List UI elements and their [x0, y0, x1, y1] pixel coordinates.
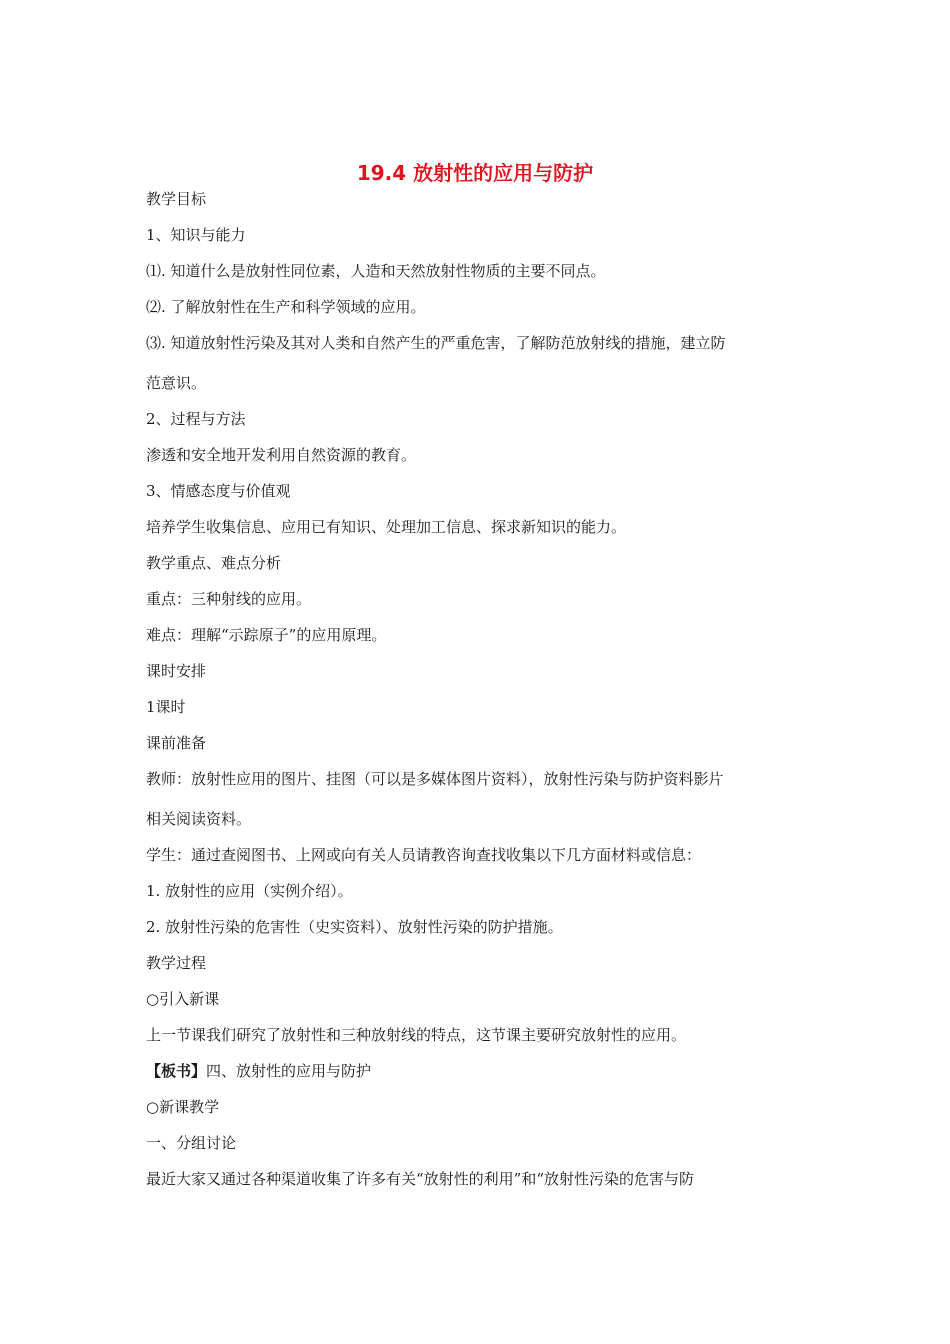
heading-schedule: 课时安排: [146, 662, 207, 680]
goal-item-2: ⑵. 了解放射性在生产和科学领域的应用。: [146, 298, 426, 316]
new-lesson-heading: ○新课教学: [146, 1098, 220, 1116]
attitude-text: 培养学生收集信息、应用已有知识、处理加工信息、探求新知识的能力。: [146, 518, 627, 536]
subheading-attitude: 3、情感态度与价值观: [146, 482, 291, 500]
board-text: 四、放射性的应用与防护: [206, 1062, 372, 1080]
difficult-point: 难点：理解“示踪原子”的应用原理。: [146, 626, 387, 644]
process-text: 渗透和安全地开发利用自然资源的教育。: [146, 446, 417, 464]
intro-heading: ○引入新课: [146, 990, 220, 1008]
goal-item-1: ⑴. 知道什么是放射性同位素，人造和天然放射性物质的主要不同点。: [146, 262, 606, 280]
schedule-text: 1课时: [146, 698, 186, 716]
document-title: 19.4 放射性的应用与防护: [356, 161, 594, 185]
goal-item-3: ⑶. 知道放射性污染及其对人类和自然产生的严重危害，了解防范放射线的措施，建立防: [146, 334, 726, 352]
discussion-text: 最近大家又通过各种渠道收集了许多有关“放射性的利用”和“放射性污染的危害与防: [146, 1170, 695, 1188]
heading-teaching-process: 教学过程: [146, 954, 207, 972]
student-item-2: 2. 放射性污染的危害性（史实资料）、放射性污染的防护措施。: [146, 918, 563, 936]
group-discussion-heading: 一、分组讨论: [146, 1134, 237, 1152]
subheading-process: 2、过程与方法: [146, 410, 246, 428]
student-preparation: 学生：通过查阅图书、上网或向有关人员请教咨询查找收集以下几方面材料或信息：: [146, 846, 702, 864]
heading-key-points: 教学重点、难点分析: [146, 554, 282, 572]
board-writing: [146, 1060, 816, 1082]
board-label: 【板书】: [146, 1062, 207, 1080]
teacher-preparation-continued: 相关阅读资料。: [146, 810, 252, 828]
student-item-1: 1. 放射性的应用（实例介绍）。: [146, 882, 353, 900]
goal-item-3-continued: 范意识。: [146, 374, 207, 392]
heading-preparation: 课前准备: [146, 734, 207, 752]
teacher-preparation: 教师：放射性应用的图片、挂图（可以是多媒体图片资料），放射性污染与防护资料影片: [146, 770, 724, 788]
heading-teaching-goals: 教学目标: [146, 190, 207, 208]
intro-text: 上一节课我们研究了放射性和三种放射线的特点，这节课主要研究放射性的应用。: [146, 1026, 687, 1044]
subheading-knowledge: 1、知识与能力: [146, 226, 246, 244]
key-point: 重点：三种射线的应用。: [146, 590, 312, 608]
